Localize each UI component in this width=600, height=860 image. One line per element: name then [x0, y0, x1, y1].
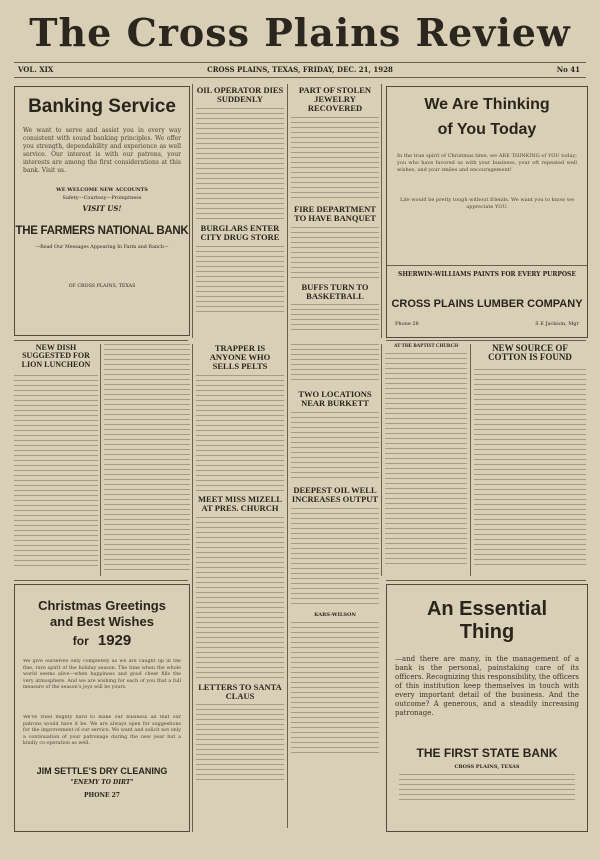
banking-body: We want to serve and assist you in every way consistent with sound banking principles. We offer you strength, dependability and experience as well service. Our interest is with our patrons, your interests are among the first considerations at this bank. Visit us. [23, 126, 181, 174]
headline-new-dish: NEW DISH SUGGESTED FOR LION LUNCHEON [21, 343, 91, 369]
headline-fire-department: FIRE DEPARTMENT TO HAVE BANQUET [294, 203, 376, 223]
banking-read: —Read Our Messages Appearing In Farm and Ranch— [35, 245, 169, 250]
column-rule [381, 344, 382, 576]
banking-welcome: WE WELCOME NEW ACCOUNTS [56, 186, 148, 193]
first-state-bank-name: THE FIRST STATE BANK [416, 746, 558, 760]
christmas-for: for [72, 634, 89, 649]
thinking-body-2: Life would be pretty tough without friends. We want you to know we appreciate YOU. [399, 196, 575, 210]
column-rule [192, 84, 193, 338]
headline-two-locations: TWO LOCATIONS NEAR BURKETT [298, 389, 372, 408]
article-text [291, 622, 379, 756]
article-text [196, 704, 284, 782]
article-text [291, 117, 379, 201]
essential-body: —and there are many, in the management of a bank is the personal, painstaking care of its officers. Recognizing this responsibility, the officers of this institution keep themselves in touch with every important detail of the business. And the outcome? A generous, and a steadily increasing patronage. [395, 655, 579, 717]
dry-cleaning-phone: PHONE 27 [84, 791, 120, 799]
article-text [291, 227, 379, 279]
place-date-label: CROSS PLAINS, TEXAS, FRIDAY, DEC. 21, 1928 [207, 65, 393, 74]
column-rule [192, 344, 193, 832]
article-text [196, 108, 284, 220]
column-rule [100, 344, 101, 576]
christmas-body: We give ourselves only completely as we are caught up in the fine, rare spirit of the holiday season. The time when the whole world seems alive—when happiness and good cheer fills the very atmosphere. And we are wishing for each of you that a full measure of the season's joys will be yours. [23, 659, 181, 690]
headline-buffs: BUFFS TURN TO BASKETBALL [301, 281, 369, 301]
headline-miss-mizell: MEET MISS MIZELL AT PRES. CHURCH [198, 493, 282, 513]
christmas-greetings-ad [14, 584, 190, 832]
column-rule [287, 84, 288, 828]
column-2-lower [196, 344, 284, 782]
column-1-lower [14, 344, 98, 567]
dry-cleaning-motto: "ENEMY TO DIRT" [70, 778, 134, 786]
masthead-title: The Cross Plains Review [29, 10, 571, 55]
christmas-line-2: and Best Wishes [50, 613, 154, 629]
section-rule [14, 580, 188, 581]
article-text [104, 344, 190, 572]
column-3-lower [291, 344, 379, 756]
thinking-heading-1: We Are Thinking [424, 96, 550, 113]
banking-service-ad [14, 86, 190, 336]
headline-burglars: BURGLARS ENTER CITY DRUG STORE [200, 222, 280, 242]
article-text [291, 344, 379, 384]
column-rule [381, 84, 382, 338]
thinking-body: In the true spirit of Christmas time, we ARE THINKING of YOU today; you who have favored us with your business, your oft repeated well wishes, and your smiles and encouragement! [397, 152, 577, 173]
section-rule [386, 580, 586, 581]
essential-heading-1: An Essential [426, 598, 548, 620]
article-text [196, 246, 284, 316]
headline-trapper: TRAPPER IS ANYONE WHO SELLS PELTS [209, 343, 271, 371]
sherwin-williams-line: SHERWIN-WILLIAMS PAINTS FOR EVERY PURPOSE [398, 271, 576, 278]
column-4-lower [385, 344, 467, 567]
article-text [196, 375, 284, 491]
article-text [385, 353, 467, 567]
thinking-of-you-ad [386, 86, 588, 338]
headline-kars-wilson: KARS-WILSON [314, 611, 356, 618]
headline-deepest-oil: DEEPEST OIL WELL INCREASES OUTPUT [291, 484, 379, 504]
thinking-heading-2: of You Today [437, 120, 537, 138]
banking-location: OF CROSS PLAINS, TEXAS [68, 284, 136, 289]
article-text [291, 508, 379, 608]
essential-thing-ad [386, 584, 588, 832]
volume-label: VOL. XIX [18, 65, 54, 74]
banking-visit: VISIT US! [82, 203, 122, 213]
headline-oil-operator: OIL OPERATOR DIES SUDDENLY [196, 85, 284, 104]
dateline-bar [14, 62, 586, 78]
farmers-bank-name: THE FARMERS NATIONAL BANK [15, 224, 189, 237]
article-text [196, 517, 284, 679]
headline-new-source: NEW SOURCE OF COTTON IS FOUND [488, 343, 572, 363]
banking-heading: Banking Service [28, 96, 176, 117]
banking-tagline: Safety—Courtesy—Promptness [62, 194, 142, 201]
column-rule [470, 344, 471, 576]
christmas-body-2: We've tried mighty hard to make our business all that our patrons would have it be. We are always open for suggestions for the improvement of our service. We want and solicit not only a continuation of your patronage during the new year but a kindly co-operation as well. [23, 715, 181, 746]
ad-divider [387, 265, 587, 266]
headline-santa: LETTERS TO SANTA CLAUS [198, 681, 282, 701]
headline-stolen-jewelry: PART OF STOLEN JEWELRY RECOVERED [298, 85, 372, 113]
column-1b-lower [104, 344, 190, 572]
article-text [474, 369, 586, 565]
issue-number-label: No 41 [556, 65, 580, 74]
column-2-top [196, 86, 284, 316]
bank-officers-list [399, 774, 575, 800]
column-5-lower [474, 344, 586, 565]
section-rule [386, 340, 586, 341]
section-rule [14, 340, 188, 341]
lumber-company-name: CROSS PLAINS LUMBER COMPANY [391, 298, 583, 310]
article-text [291, 304, 379, 334]
dry-cleaning-name: JIM SETTLE'S DRY CLEANING [36, 766, 168, 777]
lumber-address: S E Jackson, Mgr [535, 321, 579, 327]
article-text [14, 375, 98, 567]
christmas-line-1: Christmas Greetings [38, 598, 166, 613]
christmas-year: 1929 [97, 632, 132, 650]
column-3-top [291, 86, 379, 334]
headline-baptist: AT THE BAPTIST CHURCH [393, 344, 459, 349]
essential-heading-2: Thing [459, 621, 515, 643]
first-state-bank-location: CROSS PLAINS, TEXAS [454, 763, 520, 770]
lumber-phone: Phone 28 [395, 321, 419, 327]
article-text [291, 412, 379, 482]
